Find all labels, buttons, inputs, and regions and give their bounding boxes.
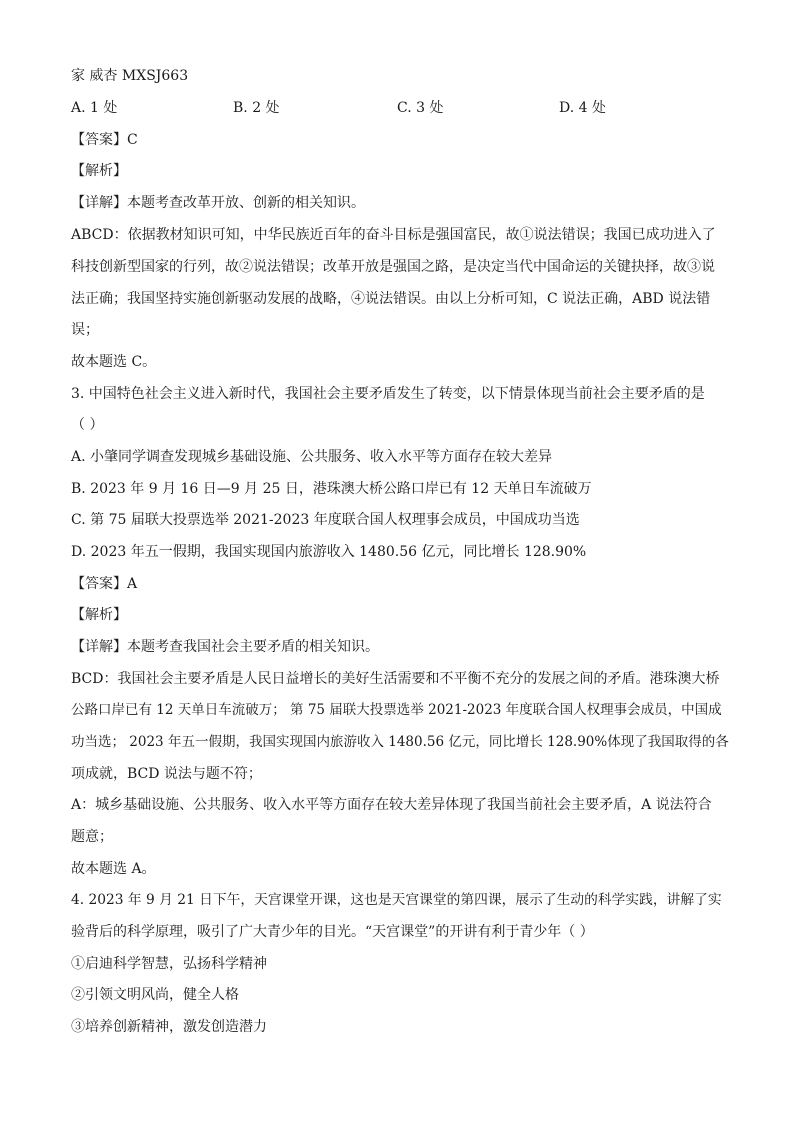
q2-explanation-line: ABCD：依据教材知识可知，中华民族近百年的奋斗目标是强国富民，故①说法错误；我国已成功进入了	[71, 227, 716, 243]
q2-explanation-line: 科技创新型国家的行列，故②说法错误；改革开放是强国之路，是决定当代中国命运的关键抉择，故③说	[71, 259, 715, 275]
q2-detail	[71, 193, 731, 213]
q4-stem-line: 验背后的科学原理，吸引了广大青少年的目光。“天宫课堂”的开讲有利于青少年（ ）	[71, 924, 594, 940]
q2-option-c: C. 3 处	[397, 100, 444, 116]
q3-answer	[71, 574, 731, 594]
q3-option-b: B. 2023 年 9 月 16 日—9 月 25 日，港珠澳大桥公路口岸已有 12 天单日车流破万	[71, 481, 592, 497]
q3-explanation-line: 题意；	[71, 829, 113, 845]
answer-value: A	[127, 576, 138, 592]
header-fragment: 家 威杏 MXSJ663	[71, 68, 189, 84]
q4-item: ②引领文明风尚，健全人格	[71, 987, 239, 1003]
q3-option-a: A. 小肇同学调查发现城乡基础设施、公共服务、收入水平等方面存在较大差异	[71, 449, 553, 465]
answer-label: 【答案】	[71, 576, 127, 592]
answer-label: 【答案】	[71, 132, 127, 148]
q4-item: ③培养创新精神，激发创造潜力	[71, 1019, 267, 1035]
q4-stem-line: 4. 2023 年 9 月 21 日下午，天宫课堂开课，这也是天宫课堂的第四课，展示了生动的科学实践，讲解了实	[71, 892, 722, 908]
answer-value: C	[127, 132, 138, 148]
detail-text: 本题考查改革开放、创新的相关知识。	[127, 195, 365, 211]
q3-option-d: D. 2023 年五一假期，我国实现国内旅游收入 1480.56 亿元，同比增长 128.90%	[71, 544, 587, 560]
q2-analysis-label: 【解析】	[71, 163, 127, 179]
detail-label: 【详解】	[71, 639, 127, 655]
q3-explanation-line: BCD：我国社会主要矛盾是人民日益增长的美好生活需要和不平衡不充分的发展之间的矛盾。港珠澳大桥	[71, 671, 720, 687]
q3-analysis-label: 【解析】	[71, 607, 127, 623]
q3-option-c: C. 第 75 届联大投票选举 2021-2023 年度联合国人权理事会成员，中国成功当选	[71, 512, 580, 528]
detail-label: 【详解】	[71, 195, 127, 211]
q3-explanation-line: 项成就，BCD 说法与题不符；	[71, 766, 262, 782]
q3-explanation-line: 公路口岸已有 12 天单日车流破万； 第 75 届联大投票选举 2021-2023 年度联合国人权理事会成员，中国成	[71, 702, 722, 718]
q3-conclusion: 故本题选 A。	[71, 861, 156, 877]
q2-explanation-line: 误；	[71, 322, 99, 338]
q2-option-b: B. 2 处	[233, 100, 280, 116]
q2-option-d: D. 4 处	[559, 100, 606, 116]
q2-conclusion: 故本题选 C。	[71, 354, 157, 370]
q3-stem-line: （ ）	[71, 417, 104, 433]
q3-explanation-line: A：城乡基础设施、公共服务、收入水平等方面存在较大差异体现了我国当前社会主要矛盾，A 说法符合	[71, 797, 712, 813]
q3-explanation-line: 功当选； 2023 年五一假期，我国实现国内旅游收入 1480.56 亿元，同比增长 128.90%体现了我国取得的各	[71, 734, 729, 750]
detail-text: 本题考查我国社会主要矛盾的相关知识。	[127, 639, 379, 655]
q2-explanation-line: 法正确；我国坚持实施创新驱动发展的战略，④说法错误。由以上分析可知，C 说法正确，ABD 说法错	[71, 291, 711, 307]
q3-stem-line: 3. 中国特色社会主义进入新时代，我国社会主要矛盾发生了转变，以下情景体现当前社会主要矛盾的是	[71, 386, 705, 402]
q2-answer	[71, 130, 731, 150]
q2-option-a: A. 1 处	[71, 100, 118, 116]
q4-item: ①启迪科学智慧，弘扬科学精神	[71, 956, 267, 972]
q3-detail	[71, 637, 731, 657]
